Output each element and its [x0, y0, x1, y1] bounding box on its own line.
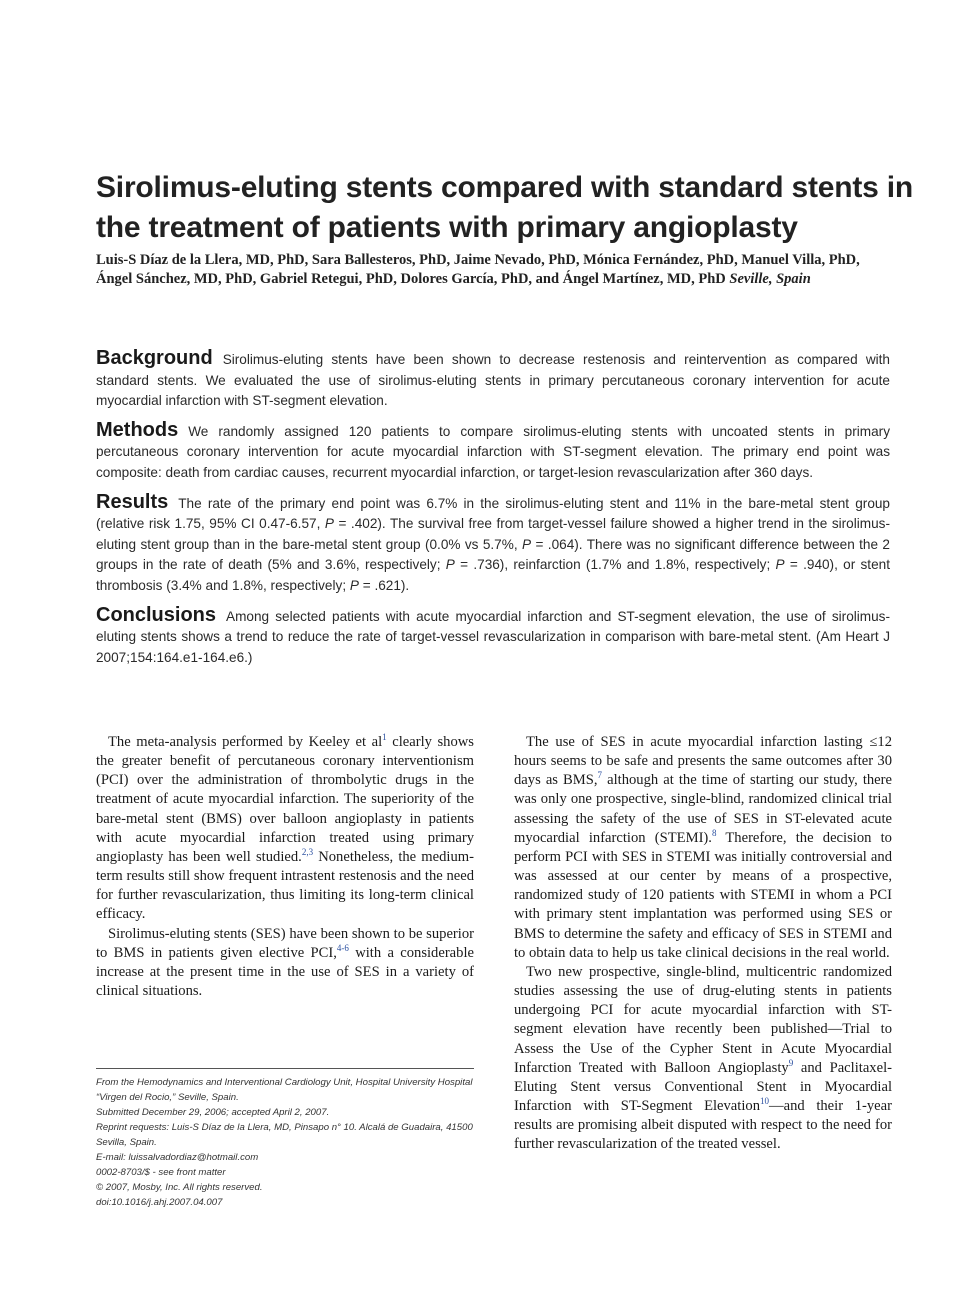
results-text-6: = .621). [358, 577, 410, 593]
body-text: The meta-analysis performed by Keeley et al [108, 734, 383, 750]
reference-link[interactable]: 1 [382, 732, 387, 743]
results-text-4: = .736), reinfarction (1.7% and 1.8%, respectively; [454, 557, 776, 573]
body-text: although at the time of starting our study, there was only one prospective, single-blind, randomized clinical trial assessing the safety of the use of SES in ST-elevated acute myocardial infarction (STEMI). [514, 772, 892, 846]
body-paragraph [514, 963, 892, 1155]
author-list [96, 251, 896, 289]
p-symbol: P [775, 557, 785, 573]
body-text: Sirolimus-eluting stents (SES) have been shown to be superior to BMS in patients given elective PCI, [96, 925, 474, 961]
copyright-note: © 2007, Mosby, Inc. All rights reserved. [96, 1182, 263, 1193]
footnote-divider [96, 1068, 474, 1069]
conclusions-heading: Conclusions [96, 603, 217, 626]
author-location: Seville, Spain [729, 271, 811, 287]
body-text: Nonetheless, the medium-term results still show frequent intrastent restenosis and the need for further revascularization, thus limiting its long-term clinical efficacy. [96, 848, 474, 923]
body-text: clearly shows the greater benefit of percutaneous coronary interventionism (PCI) over the administration of thrombolytic drugs in the treatment of acute myocardial infarction. The superiority of the bare-metal stent (BMS) over balloon angioplasty in patients with acute myocardial infarction treated using primary angioplasty has been well studied. [96, 734, 474, 865]
background-heading: Background [96, 347, 213, 369]
body-text: with a considerable increase at the present time in the use of SES in a variety of clinical situations. [96, 944, 474, 1000]
results-text-1: The rate of the primary end point was 6.7% in the sirolimus-eluting stent and 11% in the bare-metal stent group (relative risk 1.75, 95% CI 0.47-6.57, [96, 495, 890, 532]
body-column-left [96, 733, 474, 1001]
abstract-results [96, 492, 890, 597]
body-text: Therefore, the decision to perform PCI with SES in STEMI was initially controversial and was assessed at our center by means of a prospective, randomized study of 120 patients with STEMI in whom a PCI with primary stent implantation was performed using SES or BMS to determine the safety and efficacy of SES in STEMI and to obtain data to help us take clinical decisions in the real world. [514, 829, 892, 961]
results-heading: Results [96, 490, 169, 513]
abstract-conclusions [96, 605, 890, 669]
body-text: Two new prospective, single-blind, multicentric randomized studies assessing the use of drug-eluting stents in patients undergoing PCI for acute myocardial infarction with ST-segment elevation have recently been published—Trial to Assess the Use of the Cypher Stent in Acute Myocardial Infarction Treated with Balloon Angioplasty [514, 963, 892, 1076]
p-symbol: P [522, 536, 532, 552]
submission-note: Submitted December 29, 2006; accepted April 2, 2007. [96, 1107, 330, 1118]
body-column-right [514, 733, 892, 1154]
reference-link[interactable]: 7 [597, 770, 603, 781]
reference-link[interactable]: 9 [788, 1057, 794, 1068]
issn-note: 0002-8703/$ - see front matter [96, 1167, 226, 1178]
conclusions-text: Among selected patients with acute myocardial infarction and ST-segment elevation, the use of sirolimus-eluting stents shows a trend to reduce the rate of target-vessel revascularization in comparison with bare-metal stent. [96, 608, 890, 645]
body-text: —and their 1-year results are promising albeit disputed with respect to the need for further revascularization of the treated vessel. [514, 1097, 892, 1153]
reference-link[interactable]: 8 [711, 827, 717, 838]
body-text: and Paclitaxel-Eluting Stent versus Conventional Stent in Myocardial Infarction with ST-Segment Elevation [514, 1059, 892, 1114]
affiliation-note: From the Hemodynamics and Interventional Cardiology Unit, Hospital University Hospital “Virgen del Rocio,” Seville, Spain. [96, 1077, 473, 1103]
methods-text: We randomly assigned 120 patients to compare sirolimus-eluting stents with uncoated stents in primary percutaneous coronary intervention for acute myocardial infarction with ST-segment elevation. The primary end point was composite: death from cardiac causes, recurrent myocardial infarction, or target-lesion revascularization after 360 days. [96, 423, 890, 480]
abstract-methods [96, 420, 890, 484]
article-title: Sirolimus-eluting stents compared with standard stents in the treatment of patients with primary angioplasty [96, 171, 914, 244]
results-text-5: = .940), or stent thrombosis (3.4% and 1.8%, respectively; [96, 557, 890, 593]
abstract [96, 348, 890, 676]
p-symbol: P [349, 577, 359, 593]
p-symbol: P [445, 557, 455, 573]
abstract-background [96, 348, 890, 412]
methods-heading: Methods [96, 418, 179, 441]
results-text-2: = .402). The survival free from target-vessel failure showed a higher trend in the sirolimus-eluting stent group than in the bare-metal stent group (0.0% vs 5.7%, [96, 516, 890, 552]
body-paragraph [96, 925, 474, 1002]
body-paragraph [96, 733, 474, 925]
results-text-3: = .064). There was no significant difference between the 2 groups in the rate of death (5% and 3.6%, respectively; [96, 536, 890, 573]
reference-link[interactable]: 2,3 [301, 847, 314, 858]
background-text: Sirolimus-eluting stents have been shown to decrease restenosis and reintervention as compared with standard stents. We evaluated the use of sirolimus-eluting stents in primary percutaneous coronary intervention for acute myocardial infarction with ST-segment elevation. [96, 352, 890, 409]
doi-note: doi:10.1016/j.ahj.2007.04.007 [96, 1197, 223, 1208]
journal-citation: (Am Heart J 2007;154:164.e1-164.e6.) [96, 629, 890, 665]
reprint-note: Reprint requests: Luis-S Díaz de la Llera, MD, Pinsapo n° 10. Alcalá de Guadaira, 41500 Sevilla, Spain. [96, 1122, 473, 1148]
body-paragraph [514, 733, 892, 963]
reference-link[interactable]: 4-6 [336, 942, 349, 953]
p-symbol: P [324, 516, 334, 532]
email-note: E-mail: luissalvadordiaz@hotmail.com [96, 1152, 259, 1163]
body-text: The use of SES in acute myocardial infarction lasting ≤12 hours seems to be safe and presents the same outcomes after 30 days as BMS, [514, 734, 892, 789]
reference-link[interactable]: 10 [760, 1096, 769, 1107]
footnotes [96, 1075, 476, 1210]
author-names: Luis-S Díaz de la Llera, MD, PhD, Sara Ballesteros, PhD, Jaime Nevado, PhD, Mónica Fernández, PhD, Manuel Villa, PhD, Ángel Sánchez, MD, PhD, Gabriel Retegui, PhD, Dolores García, PhD, and Ángel Martínez, MD, PhD [96, 252, 860, 287]
